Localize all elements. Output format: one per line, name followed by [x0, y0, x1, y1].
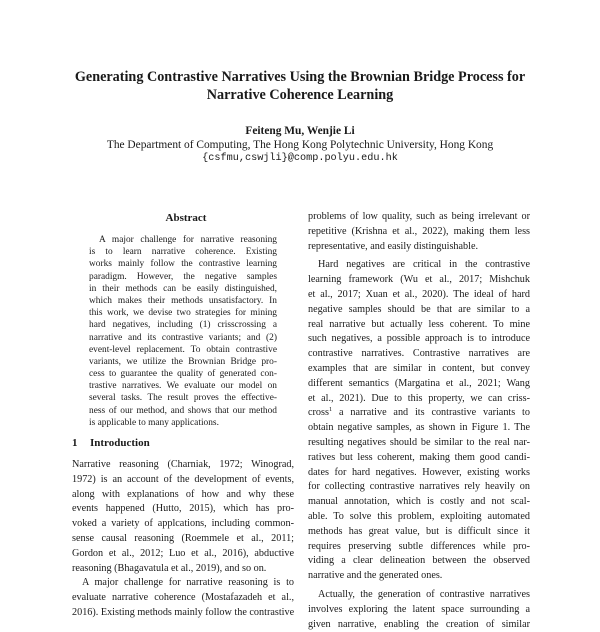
text-line: Narrative reasoning (Charniak, 1972; Winograd, [72, 459, 294, 470]
paper-affiliation: The Department of Computing, The Hong Kong Polytechnic University, Hong Kong [106, 139, 494, 151]
text-line: given narrative, enabling the creation of similar [308, 618, 530, 630]
text-line: this work, we devise two strategies for mining [89, 308, 277, 319]
text-line: event-level replacement. To obtain contrastive [89, 344, 277, 355]
text-line: ratives but less coherent, making them good candi- [308, 451, 530, 463]
text-line: able. To solve this problem, exploiting automated [308, 510, 530, 522]
text-line: variants, we utilize the Brownian Bridge pro- [89, 356, 277, 367]
text-fragment: cross [308, 407, 329, 419]
text-line: 2016). Existing methods mainly follow the contrastive [72, 606, 294, 618]
text-line: voked a variety of applcations, including common- [72, 518, 294, 530]
paper-title [40, 68, 560, 104]
text-line: A major challenge for narrative reasoning [99, 235, 277, 245]
text-line: narrative and its contrastive variants; and (2) [89, 332, 277, 343]
text-line: sense causal reasoning (Roemmele et al., 2011; [72, 532, 294, 544]
paper-title-line-1: Generating Contrastive Narratives Using the Brownian Bridge Process for [74, 69, 526, 85]
text-line: repetitive (Krishna et al., 2022), making them less [308, 225, 530, 237]
text-line: problems of low quality, such as being irrelevant or [308, 211, 530, 222]
text-line: learning framework (Wu et al., 2017; Mishchuk [308, 274, 530, 286]
paper-title-line-2: Narrative Coherence Learning [206, 87, 394, 103]
text-line: A major challenge for narrative reasoning is to [82, 577, 294, 589]
text-fragment: a narrative and its contrastive variants to [332, 407, 530, 419]
text-line: Hard negatives are critical in the contrastive [318, 259, 530, 271]
text-line-with-footnote [308, 406, 530, 421]
abstract-text [89, 234, 277, 429]
text-line: hard negatives, including (1) crisscrossing a [89, 320, 277, 331]
section-heading-introduction [72, 436, 292, 450]
paper-authors: Feiteng Mu, Wenjie Li [245, 125, 355, 137]
right-column-text [308, 210, 530, 632]
text-line: which makes their methods unsatisfactory. In [89, 295, 277, 306]
text-line: representative, and easily distinguishable. [308, 240, 479, 252]
text-line: paradigm. However, the negative samples [89, 271, 277, 282]
text-line: resulting negatives should be similar to the real nar- [308, 436, 530, 448]
section-title: Introduction [90, 437, 150, 449]
introduction-text [72, 458, 294, 621]
text-line: negative samples should be that are similar to a [308, 303, 530, 315]
text-line: ness of our method, and shows that our method [89, 405, 277, 416]
text-line: works mainly follow the contrastive learning [89, 259, 277, 270]
text-line: et al., 2017; Xuan et al., 2020). The ideal of hard [308, 288, 530, 300]
text-line: examples that are similar in content, but convey [308, 362, 530, 374]
text-line: Gordon et al., 2012; Luo et al., 2016), abductive [72, 547, 294, 559]
text-line: methods has great value, but is difficult since it [308, 525, 530, 537]
text-line: is to learn narrative coherence. Existing [89, 247, 277, 258]
text-line: such negatives, a possible approach is to introduce [308, 333, 530, 345]
text-line: along with explanations of how and why these [72, 488, 294, 500]
text-line: requires preserving subtle differences while pro- [308, 540, 530, 552]
text-line: narrative and the generated ones. [308, 570, 443, 582]
text-line: dates for hard negatives. However, existing works [308, 466, 530, 478]
text-line: in their methods can be easily distinguished, [89, 283, 277, 294]
text-line: viding a clear delineation between the observed [308, 555, 530, 567]
text-line: et al., 2021). Due to this property, we can criss- [308, 392, 530, 404]
text-line: trastive narratives. We evaluate our model on [89, 381, 277, 392]
section-number: 1 [72, 437, 78, 449]
text-line: evaluate narrative coherence (Mostafazadeh et al., [72, 592, 294, 604]
text-line: involves exploring the latent space surrounding a [308, 603, 530, 615]
text-line: different semantics (Margatina et al., 2021; Wang [308, 377, 530, 389]
paper-email: {csfmu,cswjli}@comp.polyu.edu.hk [202, 153, 398, 164]
text-line: manual annotation, which is costly and not scal- [308, 496, 530, 508]
text-line: contrastive narratives. Contrastive narratives are [308, 348, 530, 360]
text-line: is applicable to many applications. [89, 417, 219, 428]
text-line: real narrative but actually less coherent. To mine [308, 318, 530, 330]
text-line: cess to guarantee the quality of generated con- [89, 369, 277, 380]
footnote-marker[interactable]: 1 [328, 406, 333, 414]
text-line: for collecting contrastive narratives rely heavily on [308, 481, 530, 493]
text-line: reasoning (Bhagavatula et al., 2019), and so on. [72, 562, 267, 574]
text-line: obtain negative samples, as shown in Figure 1. The [308, 422, 530, 434]
text-line: 1972) is an account of the development of events, [72, 473, 294, 485]
text-line: Actually, the generation of contrastive narratives [318, 588, 530, 600]
abstract-heading: Abstract [165, 212, 207, 224]
text-line: several tasks. The result proves the effective- [89, 393, 277, 404]
text-line: events happened (Hutto, 2015), which has pro- [72, 503, 294, 515]
